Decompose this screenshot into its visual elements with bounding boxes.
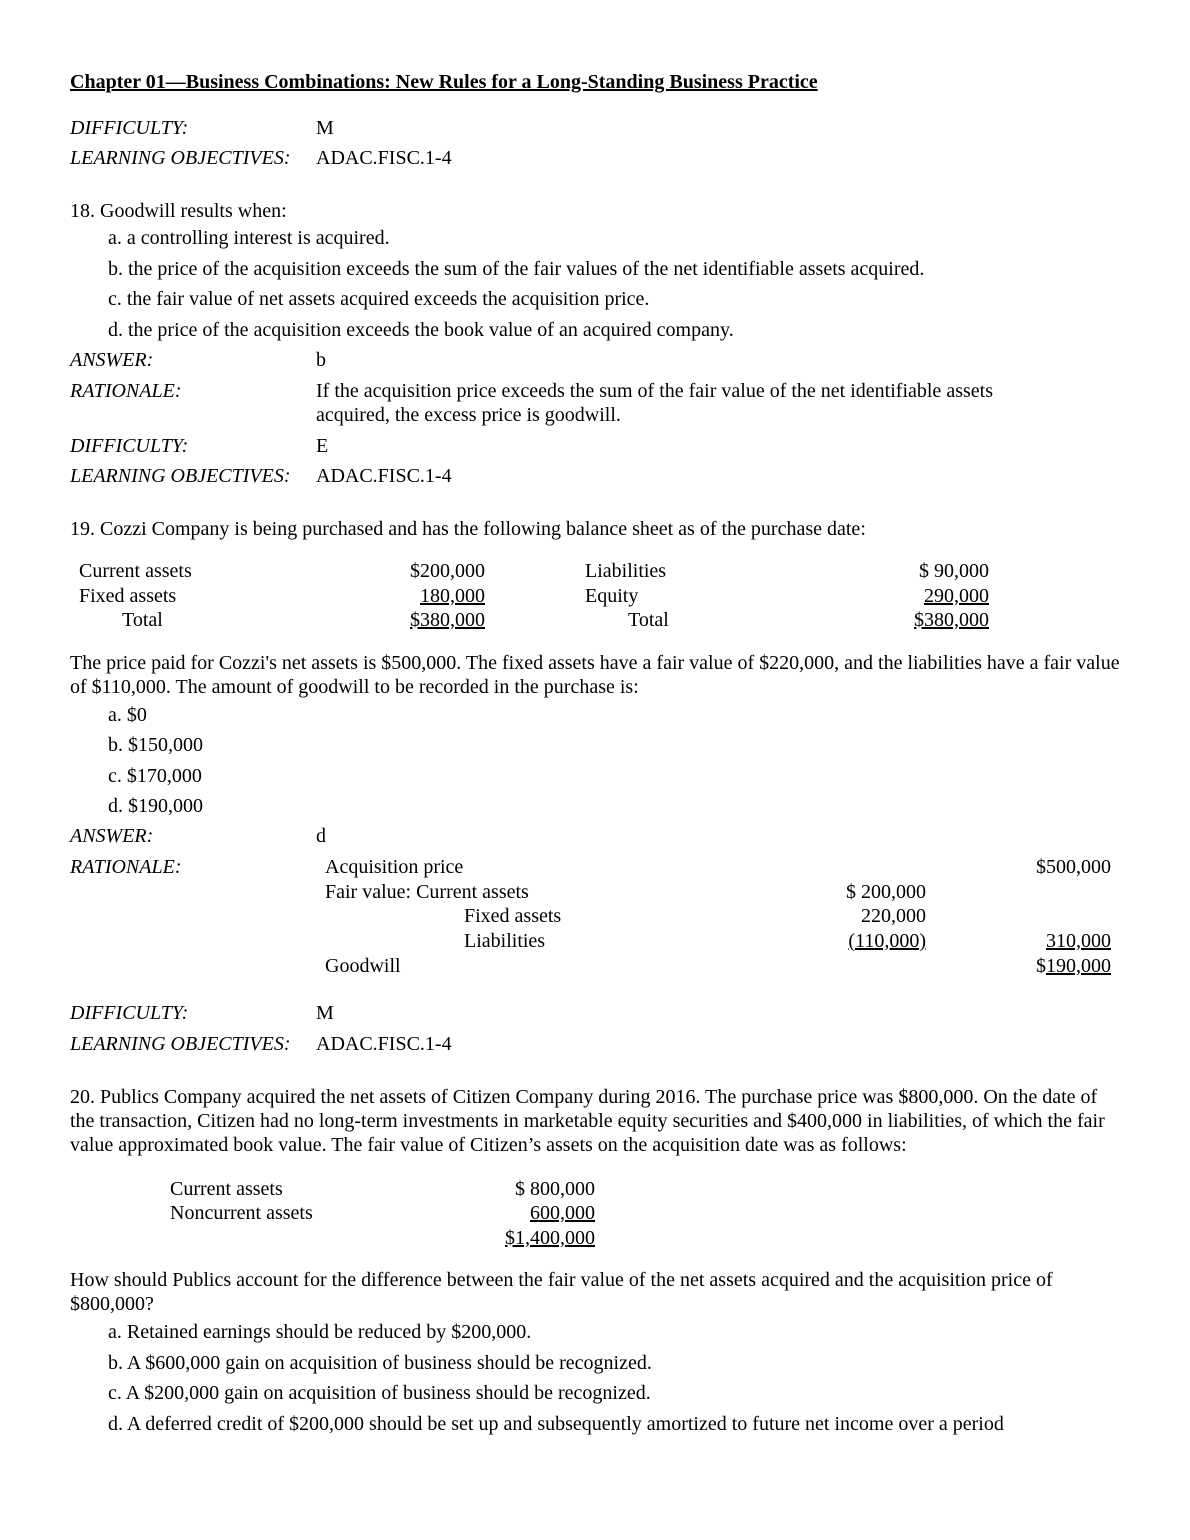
lo-label: LEARNING OBJECTIVES:	[70, 465, 291, 487]
lo-label: LEARNING OBJECTIVES:	[70, 147, 291, 169]
answer-value: d	[316, 825, 326, 847]
option: b. A $600,000 gain on acquisition of business should be recognized.	[108, 1352, 652, 1374]
rationale-label: RATIONALE:	[70, 380, 182, 402]
rt-value: 310,000	[1046, 930, 1111, 952]
asset-value: 600,000	[530, 1202, 595, 1224]
difficulty-label: DIFFICULTY:	[70, 435, 189, 457]
rationale-text: If the acquisition price exceeds the sum of the fair value of the net identifiable assets acquired, the excess price is goodwill.	[316, 380, 993, 426]
option: d. the price of the acquisition exceeds the book value of an acquired company.	[108, 319, 734, 341]
question-19: 19. Cozzi Company is being purchased and has the following balance sheet as of the purchase date:	[70, 518, 866, 540]
asset-label: Noncurrent assets	[170, 1202, 313, 1224]
question-20: 20. Publics Company acquired the net assets of Citizen Company during 2016. The purchase price was $800,000. On the date of the transaction, Citizen had no long-term investments in marketable equity securities and $400,000 in liabilities, of which the fair value approximated book value. The fair value of Citizen’s assets on the acquisition date was as follows:	[70, 1086, 1105, 1156]
chapter-title: Chapter 01—Business Combinations: New Rules for a Long-Standing Business Practice	[70, 71, 818, 93]
difficulty-value: E	[316, 435, 329, 457]
bs-value: $380,000	[914, 609, 989, 631]
option: b. $150,000	[108, 734, 203, 756]
rt-label: Acquisition price	[325, 856, 464, 878]
answer-value: b	[316, 349, 326, 371]
rt-value: $ 200,000	[846, 881, 926, 903]
option: c. A $200,000 gain on acquisition of business should be recognized.	[108, 1382, 651, 1404]
difficulty-value: M	[316, 117, 334, 139]
bs-label: Liabilities	[585, 560, 667, 582]
rationale-label: RATIONALE:	[70, 856, 182, 878]
goodwill-amount: 190,000	[1046, 955, 1111, 977]
rt-value: (110,000)	[848, 930, 926, 952]
asset-label: Current assets	[170, 1178, 283, 1200]
answer-label: ANSWER:	[70, 825, 154, 847]
rt-label: Liabilities	[464, 930, 546, 952]
difficulty-label: DIFFICULTY:	[70, 117, 189, 139]
bs-label: Fixed assets	[79, 585, 177, 607]
bs-value: $ 90,000	[919, 560, 989, 582]
option: a. Retained earnings should be reduced by $200,000.	[108, 1321, 532, 1343]
lo-value: ADAC.FISC.1-4	[316, 1033, 452, 1055]
bs-label: Equity	[585, 585, 639, 607]
asset-value: $ 800,000	[515, 1178, 595, 1200]
bs-value: 290,000	[924, 585, 989, 607]
bs-value: 180,000	[420, 585, 485, 607]
bs-label: Total	[122, 609, 163, 631]
option: a. $0	[108, 704, 147, 726]
lo-value: ADAC.FISC.1-4	[316, 465, 452, 487]
option: c. the fair value of net assets acquired exceeds the acquisition price.	[108, 288, 650, 310]
rt-label: Fair value: Current assets	[325, 881, 529, 903]
bs-value: $380,000	[410, 609, 485, 631]
option: d. $190,000	[108, 795, 203, 817]
bs-value: $200,000	[410, 560, 485, 582]
bs-label: Total	[628, 609, 669, 631]
option: d. A deferred credit of $200,000 should be set up and subsequently amortized to future net income over a period	[108, 1413, 1004, 1435]
option: c. $170,000	[108, 765, 202, 787]
bs-label: Current assets	[79, 560, 192, 582]
rt-value: $500,000	[1036, 856, 1111, 878]
question-text: How should Publics account for the difference between the fair value of the net assets acquired and the acquisition price of $800,000?	[70, 1269, 1053, 1315]
option: a. a controlling interest is acquired.	[108, 227, 390, 249]
lo-label: LEARNING OBJECTIVES:	[70, 1033, 291, 1055]
lo-value: ADAC.FISC.1-4	[316, 147, 452, 169]
dollar-sign: $	[1036, 955, 1046, 977]
difficulty-label: DIFFICULTY:	[70, 1002, 189, 1024]
goodwill-value	[1036, 954, 1111, 978]
rt-label: Fixed assets	[464, 905, 562, 927]
difficulty-value: M	[316, 1002, 334, 1024]
option: b. the price of the acquisition exceeds the sum of the fair values of the net identifiable assets acquired.	[108, 258, 925, 280]
answer-label: ANSWER:	[70, 349, 154, 371]
question-18: 18. Goodwill results when:	[70, 200, 287, 222]
question-text: The price paid for Cozzi's net assets is $500,000. The fixed assets have a fair value of $220,000, and the liabilities have a fair value of $110,000. The amount of goodwill to be recorded in the purchase is:	[70, 652, 1120, 698]
rt-value: 220,000	[861, 905, 926, 927]
asset-total: $1,400,000	[505, 1227, 595, 1249]
rt-label: Goodwill	[325, 955, 401, 977]
